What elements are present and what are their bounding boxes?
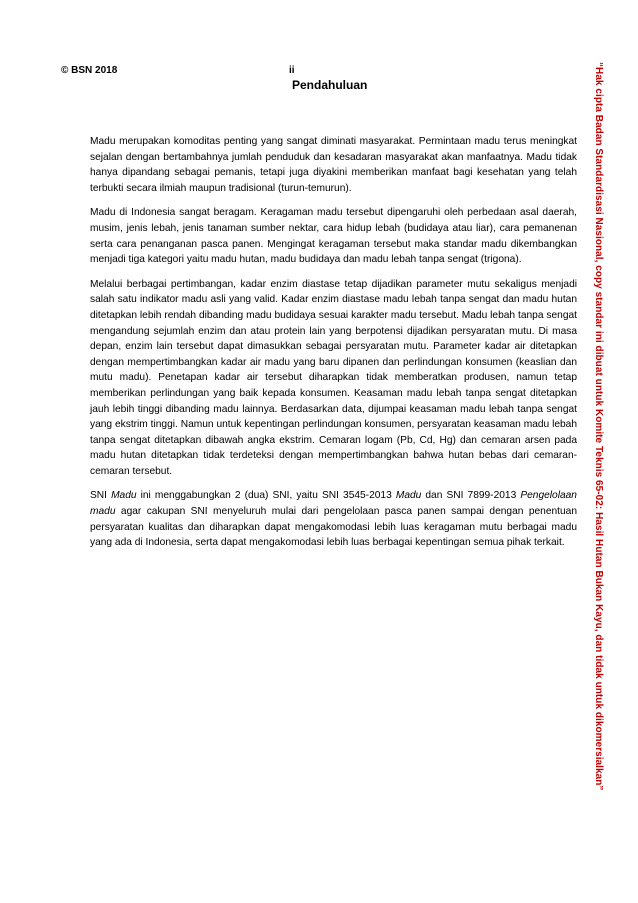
text-run: SNI (90, 490, 112, 502)
text-run: dan SNI 7899-2013 (421, 490, 521, 502)
copyright-notice: © BSN 2018 (61, 65, 118, 76)
italic-title-madu: Madu (395, 490, 422, 502)
page-number: ii (289, 65, 295, 76)
italic-title-madu: Madu (111, 490, 137, 502)
paragraph-2: Madu di Indonesia sangat beragam. Keragaman madu tersebut dipengaruhi oleh perbedaan asal daerah, musim, jenis lebah, jenis tanaman sumber nektar, cara hidup lebah (budidaya atau liar), cara pemanenan serta cara penanganan pasca panen. Mengingat keragaman tersebut maka standar madu dikembangkan menjadi tiga kategori yaitu madu hutan, madu budidaya dan madu lebah tanpa sengat (trigona). (90, 207, 577, 266)
italic-title-pengelolaan-madu: Pengelolaan madu (90, 490, 577, 518)
text-run: agar cakupan SNI menyeluruh mulai dari pengelolaan pasca panen sampai dengan penentuan persyaratan kualitas dan diharapkan dapat mengakomodasi lebih luas keragaman mutu berbagai madu yang ada di Indonesia, serta dapat mengakomodasi lebih luas berbagai kepentingan semua pihak terkait. (90, 506, 577, 549)
page-title: Pendahuluan (292, 78, 368, 92)
copyright-side-banner (594, 62, 614, 842)
paragraph-4 (90, 488, 577, 550)
paragraph-1: Madu merupakan komoditas penting yang sangat diminati masyarakat. Permintaan madu terus meningkat sejalan dengan bertambahnya jumlah penduduk dan kesadaran masyarakat akan manfaatnya. Madu tidak hanya dipandang sebagai pemanis, tetapi juga diyakini memberikan manfaat bagi kesehatan yang telah terbukti secara ilmiah maupun tradisional (turun-temurun). (90, 136, 577, 194)
copyright-side-text: “Hak cipta Badan Standardisasi Nasional, copy standar ini dibuat untuk Komite Teknis 65-02: Hasil Hutan Bukan Kayu, dan tidak untuk dikomersialkan” (593, 62, 604, 791)
text-run: ini menggabungkan 2 (dua) SNI, yaitu SNI 3545-2013 (136, 490, 396, 502)
document-body (90, 134, 577, 560)
paragraph-3: Melalui berbagai pertimbangan, kadar enzim diastase tetap dijadikan parameter mutu sekaligus menjadi salah satu indikator madu asli yang valid. Kadar enzim diastase madu lebah tanpa sengat dan madu hutan ditetapkan lebih rendah dibanding madu budidaya sesuai karakter madu tersebut. Madu lebah tanpa sengat mengandung sejumlah enzim dan atau protein lain yang berpotensi dijadikan persyaratan mutu. Di masa depan, enzim lain tersebut dapat dimasukkan sebagai persyaratan mutu. Parameter kadar air ditetapkan dengan mempertimbangkan kadar air madu yang baru dipanen dan perlindungan konsumen (keaslian dan mutu madu). Penetapan kadar air tersebut diharapkan tidak memberatkan produsen, namun tetap memberikan perlindungan yang baik kepada konsumen. Keasaman madu lebah tanpa sengat ditetapkan jauh lebih tinggi dibanding madu lainnya. Berdasarkan data, dijumpai keasaman madu lebah tanpa sengat yang ekstrim tinggi. Namun untuk kepentingan perlindungan konsumen, persyaratan keasaman madu lebah tanpa sengat ditetapkan dibawah angka ekstrim. Cemaran logam (Pb, Cd, Hg) dan cemaran arsen pada madu hutan ditetapkan tidak terdeteksi dengan mempertimbangkan bahwa hutan bebas dari cemaran-cemaran tersebut. (90, 278, 577, 477)
